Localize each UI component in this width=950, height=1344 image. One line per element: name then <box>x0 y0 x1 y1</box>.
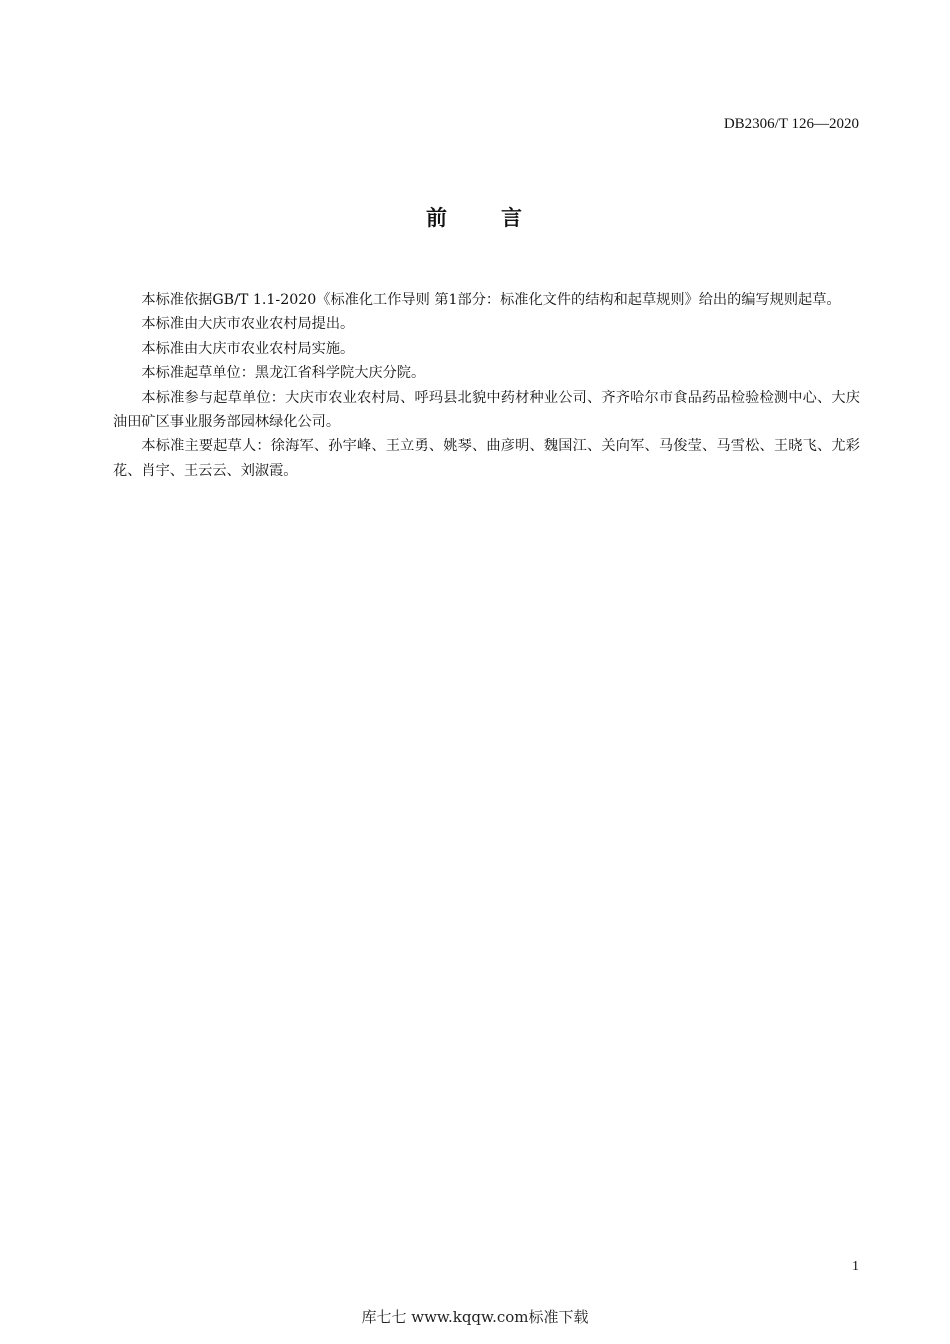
paragraph-drafting-rules: 本标准依据GB/T 1.1-2020《标准化工作导则 第1部分：标准化文件的结构和起草规则》给出的编写规则起草。 <box>141 292 841 308</box>
foreword-body <box>113 288 860 483</box>
paragraph-proposed-by: 本标准由大庆市农业农村局提出。 <box>141 316 355 333</box>
page-title <box>0 203 950 233</box>
standard-code: DB2306/T 126—2020 <box>723 116 859 132</box>
footer-watermark: 库七七 www.kqqw.com标准下载 <box>361 1308 589 1326</box>
title-char-1: 前 <box>426 206 449 230</box>
paragraph-participating-units: 本标准参与起草单位：大庆市农业农村局、呼玛县北貌中药材种业公司、齐齐哈尔市食品药品检验检测中心、大庆油田矿区事业服务部园林绿化公司。 <box>113 389 860 431</box>
paragraph-implemented-by: 本标准由大庆市农业农村局实施。 <box>141 340 355 357</box>
paragraph-main-drafters: 本标准主要起草人：徐海军、孙宇峰、王立勇、姚琴、曲彦明、魏国江、关向军、马俊莹、马雪松、王晓飞、尤彩花、肖宇、王云云、刘淑霞。 <box>113 438 860 479</box>
paragraph-drafting-unit: 本标准起草单位：黑龙江省科学院大庆分院。 <box>141 365 426 382</box>
title-char-2: 言 <box>501 206 524 230</box>
page-number: 1 <box>852 1259 859 1274</box>
